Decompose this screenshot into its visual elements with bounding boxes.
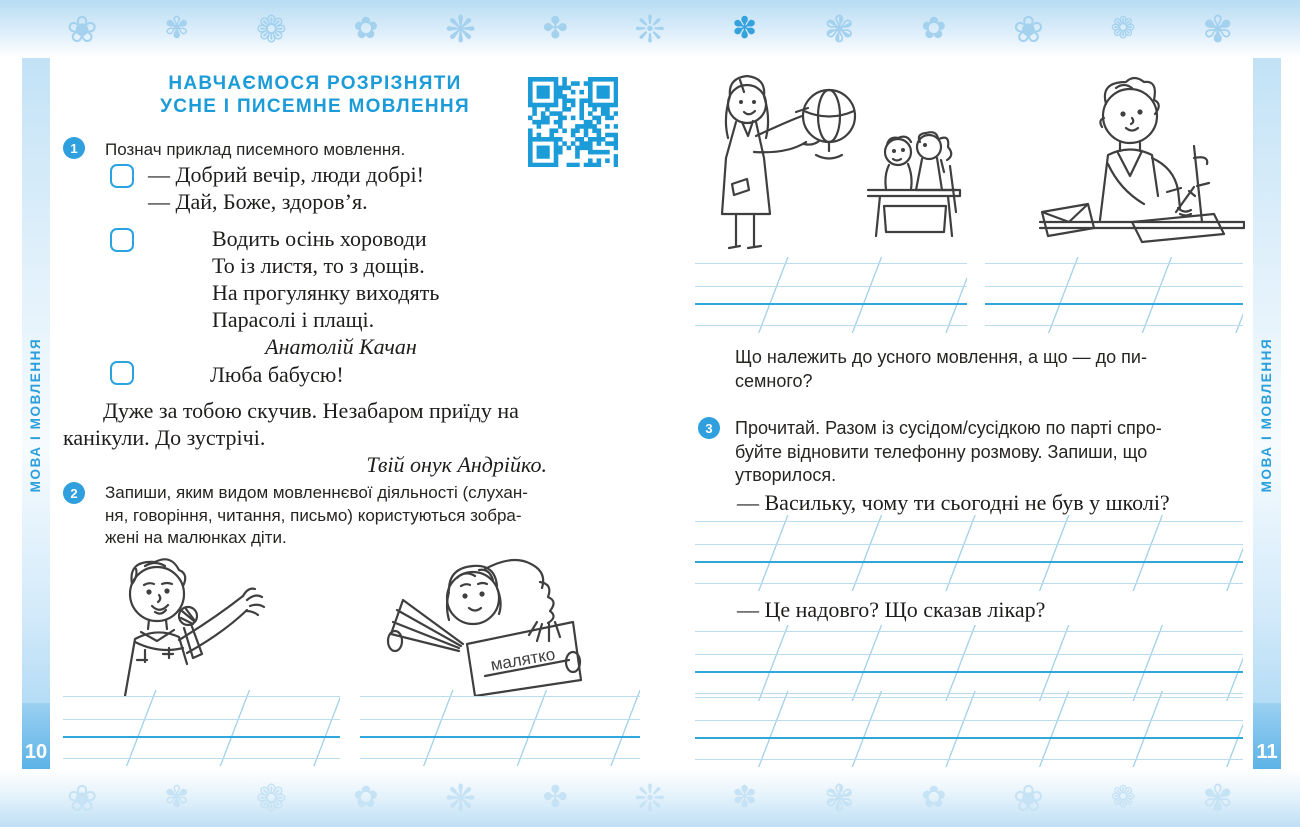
pebble-doodle-icon: ✿	[921, 12, 947, 45]
grass-doodle-icon: ✾	[1202, 777, 1234, 819]
exercise-3-prompt	[735, 417, 1240, 488]
branch-doodle-icon: ✤	[542, 12, 568, 45]
oral-written-question	[735, 346, 1240, 393]
letter-body-line1: Дуже за тобою скучив. Незабаром приїду на	[103, 398, 519, 423]
bird-doodle-icon: ❋	[445, 777, 477, 819]
dialog-line-1: — Васильку, чому ти сьогодні не був у школі?	[737, 490, 1170, 515]
leaf-doodle-icon: ✿	[353, 781, 379, 814]
poem-author: Анатолій Качан	[265, 334, 417, 359]
writing-lines[interactable]	[985, 263, 1243, 327]
snail-doodle-icon: ❁	[255, 8, 287, 50]
lesson-title-line2: УСНЕ І ПИСЕМНЕ МОВЛЕННЯ	[160, 96, 470, 117]
option-1-line: — Дай, Боже, здоров’я.	[148, 189, 368, 214]
flower-doodle-icon: ❁	[1110, 781, 1136, 814]
flower-doodle-icon: ❃	[823, 8, 855, 50]
exercise-3-badge: 3	[698, 417, 720, 439]
prompt-line: Прочитай. Разом із сусідом/сусідкою по парті спро-	[735, 418, 1162, 438]
writing-lines[interactable]	[695, 263, 967, 327]
illustration-boy-writing	[982, 70, 1245, 264]
grass-doodle-icon: ❊	[634, 777, 666, 819]
fern-doodle-icon: ✽	[731, 781, 758, 814]
writing-lines[interactable]	[63, 696, 340, 760]
page-number-right: 11	[1253, 703, 1281, 769]
answer-checkbox-2[interactable]	[110, 228, 134, 252]
flower-doodle-icon: ✾	[164, 12, 190, 45]
flower-doodle-icon: ❀	[66, 8, 98, 50]
qr-code	[528, 77, 618, 167]
decorative-band-bottom	[0, 769, 1300, 827]
option-1-line: — Добрий вечір, люди добрі!	[148, 162, 424, 187]
grass-doodle-icon: ✾	[1202, 8, 1234, 50]
exercise-2-badge: 2	[63, 482, 85, 504]
prompt-line: Запиши, яким видом мовленнєвої діяльності (слухан-	[105, 483, 528, 502]
answer-checkbox-3[interactable]	[110, 361, 134, 385]
letter-body-line2: канікули. До зустрічі.	[63, 425, 266, 450]
magazine-title: малятко	[489, 644, 557, 675]
illustration-boy-speaking	[75, 548, 327, 698]
prompt-line: жені на малюнках діти.	[105, 528, 287, 547]
flower-doodle-icon: ✾	[164, 781, 190, 814]
writing-lines[interactable]	[695, 521, 1243, 585]
option-1-text	[148, 161, 424, 215]
page-number-left: 10	[22, 703, 50, 769]
prompt-line: буйте відновити телефонну розмову. Запиши, що	[735, 441, 1148, 462]
letter-heading: Люба бабусю!	[210, 362, 344, 387]
leaf-doodle-icon: ✿	[353, 12, 379, 45]
writing-lines[interactable]	[695, 631, 1243, 695]
chapter-title-right: МОВА І МОВЛЕННЯ	[1259, 337, 1274, 493]
fern-doodle-icon: ✽	[731, 12, 758, 45]
grass-doodle-icon: ❊	[634, 8, 666, 50]
poem-line: То із листя, то з дощів.	[212, 253, 425, 278]
flower-doodle-icon: ❃	[823, 777, 855, 819]
prompt-line: утворилося.	[735, 465, 837, 485]
exercise-1-prompt: Познач приклад писемного мовлення.	[105, 140, 406, 159]
prompt-line: ня, говоріння, читання, письмо) користуються зобра-	[105, 505, 522, 525]
branch-doodle-icon: ✤	[542, 781, 568, 814]
lesson-title-line1: НАВЧАЄМОСЯ РОЗРІЗНЯТИ	[168, 73, 462, 94]
writing-lines[interactable]	[360, 696, 640, 760]
writing-lines[interactable]	[695, 697, 1243, 761]
letter-signature: Твій онук Андрійко.	[366, 452, 547, 477]
poem-line: Водить осінь хороводи	[212, 226, 427, 251]
question-line: семного?	[735, 370, 813, 391]
answer-checkbox-1[interactable]	[110, 164, 134, 188]
poem-line: На прогулянку виходять	[212, 280, 440, 305]
poem-line: Парасолі і плащі.	[212, 307, 375, 332]
exercise-1-badge: 1	[63, 137, 85, 159]
flower-doodle-icon: ❀	[1012, 777, 1044, 819]
exercise-2-prompt	[105, 482, 583, 550]
bird-doodle-icon: ❋	[445, 8, 477, 50]
illustration-teacher-globe	[692, 64, 970, 264]
dialog-line-2: — Це надовго? Що сказав лікар?	[737, 597, 1046, 622]
illustration-girl-reading	[345, 548, 625, 698]
lesson-title	[125, 72, 505, 118]
pebble-doodle-icon: ✿	[921, 781, 947, 814]
decorative-band-top	[0, 0, 1300, 58]
chapter-title-left: МОВА І МОВЛЕННЯ	[28, 337, 43, 493]
flower-doodle-icon: ❁	[1110, 12, 1136, 45]
flower-doodle-icon: ❀	[66, 777, 98, 819]
flower-doodle-icon: ❀	[1012, 8, 1044, 50]
snail-doodle-icon: ❁	[255, 777, 287, 819]
question-line: Що належить до усного мовлення, а що — до пи-	[735, 347, 1147, 367]
option-2-poem	[212, 225, 439, 333]
